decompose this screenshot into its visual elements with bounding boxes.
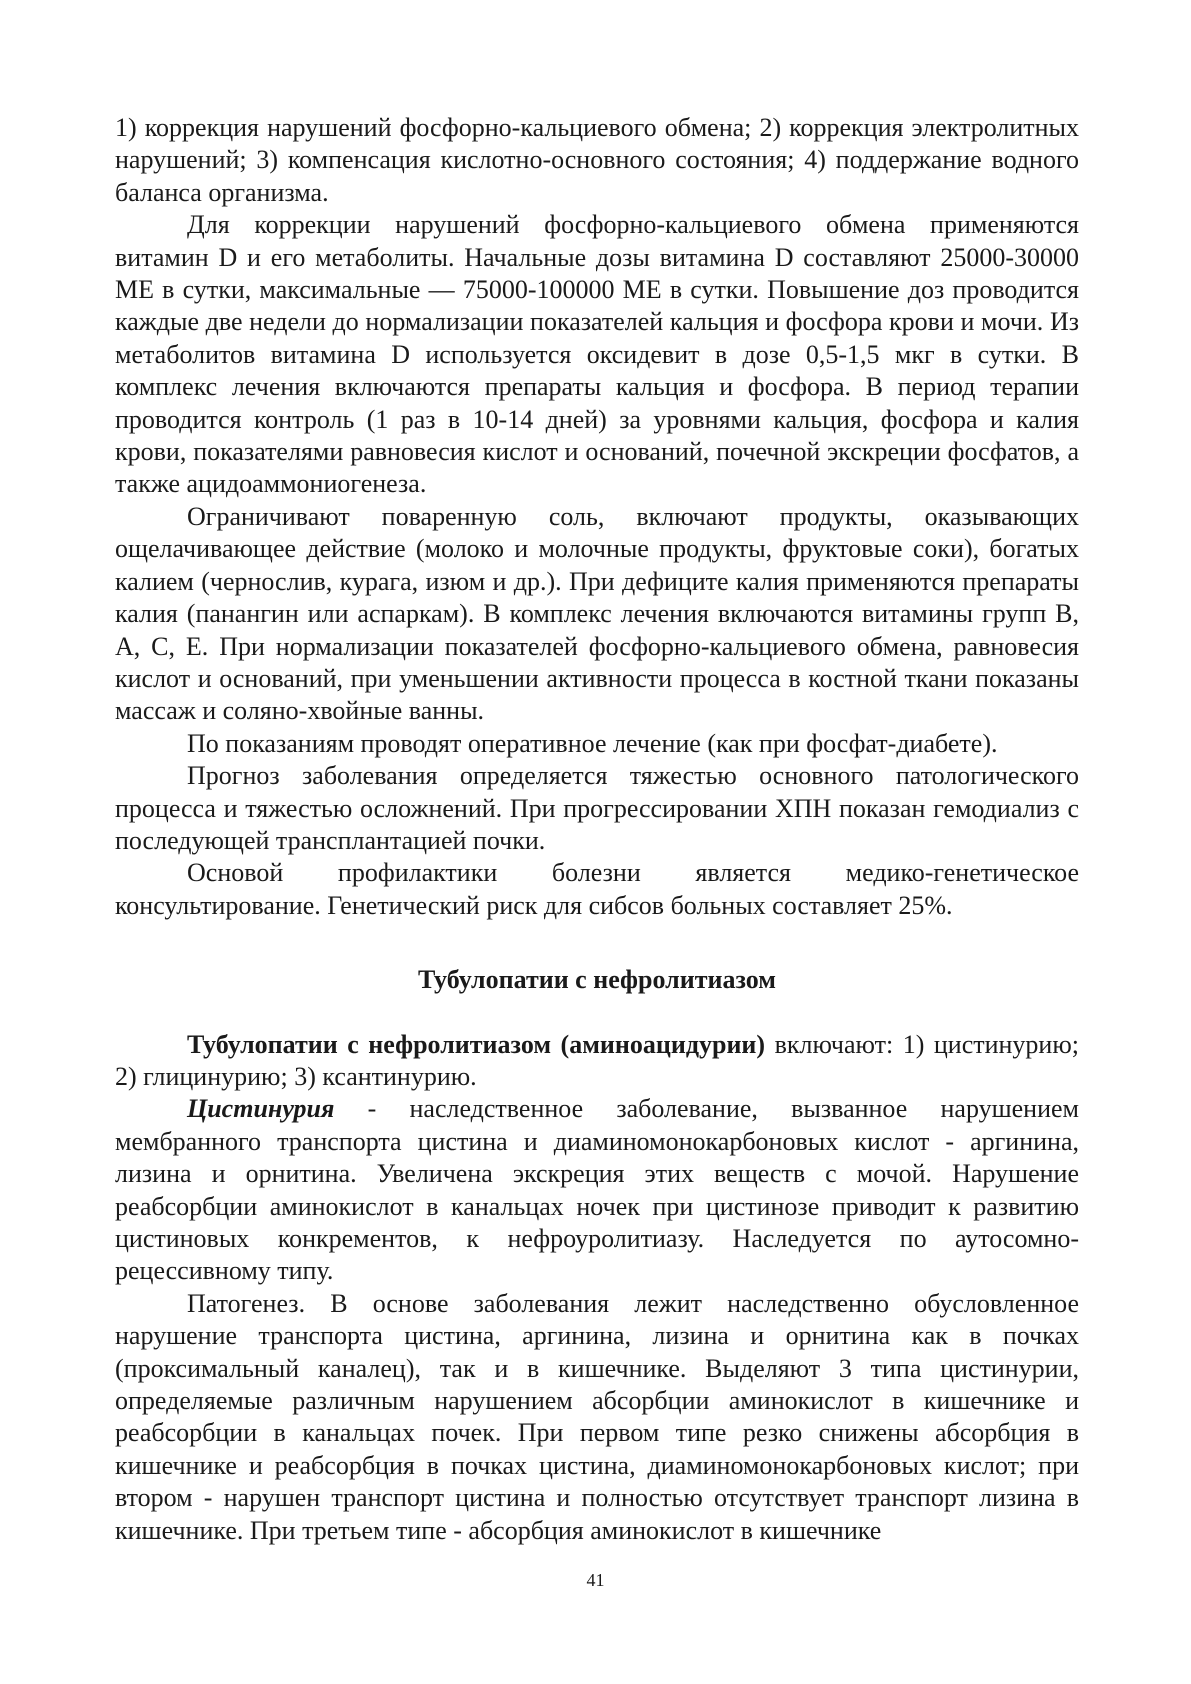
paragraph-vitamin-d: Для коррекции нарушений фосфорно-кальциевого обмена применяются витамин D и его метаболиты. Начальные дозы витамина D составляют 25000-30000 МЕ в сутки, максимальные — 75000-100000 МЕ в сутки. Повышение доз проводится каждые две недели до нормализации показателей кальция и фосфора крови и мочи. Из метаболитов витамина D используется оксидевит в дозе 0,5-1,5 мкг в сутки. В комплекс лечения включаются препараты кальция и фосфора. В период терапии проводится контроль (1 раз в 10-14 дней) за уровнями кальция, фосфора и калия крови, показателями равновесия кислот и оснований, почечной экскреции фосфатов, а также ацидоаммониогенеза.: [115, 210, 1079, 499]
section-heading: Тубулопатии с нефролитиазом: [417, 965, 776, 995]
page-body: [115, 112, 1079, 1547]
paragraph-cystinuria: [115, 1093, 1079, 1287]
intro-bold-term: Тубулопатии с нефролитиазом (аминоацидурии): [187, 1029, 766, 1059]
paragraph-surgery: По показаниям проводят оперативное лечение (как при фосфат-диабете).: [187, 728, 998, 758]
paragraph-intro: [115, 1029, 1079, 1094]
cystinuria-term: Цистинурия: [187, 1094, 335, 1124]
page-number: 41: [586, 1570, 605, 1590]
paragraph-diet: Ограничивают поваренную соль, включают продукты, оказывающих ощелачивающее действие (молоко и молочные продукты, фруктовые соки), богатых калием (чернослив, курага, изюм и др.). При дефиците калия применяются препараты калия (панангин или аспаркам). В комплекс лечения включаются витамины групп В, А, С, Е. При нормализации показателей фосфорно-кальциевого обмена, равновесия кислот и оснований, при уменьшении активности процесса в костной ткани показаны массаж и соляно-хвойные ванны.: [115, 501, 1079, 726]
paragraph-prevention: Основой профилактики болезни является медико-генетическое консультирование. Генетический риск для сибсов больных составляет 25%.: [115, 858, 1079, 920]
paragraph-treatment-goals: 1) коррекция нарушений фосфорно-кальциевого обмена; 2) коррекция электролитных нарушений; 3) компенсация кислотно-основного состояния; 4) поддержание водного баланса организма.: [115, 113, 1079, 207]
paragraph-prognosis: Прогноз заболевания определяется тяжестью основного патологического процесса и тяжестью осложнений. При прогрессировании ХПН показан гемодиализ с последующей трансплантацией почки.: [115, 761, 1079, 855]
intro-text: включают: 1) цистинурию; 2) глицинурию; 3) ксантинурию.: [115, 1029, 1079, 1091]
cystinuria-text: - наследственное заболевание, вызванное нарушением мембранного транспорта цистина и диаминомонокарбоновых кислот - аргинина, лизина и орнитина. Увеличена экскреция этих веществ с мочой. Нарушение реабсорбции аминокислот в канальцах ночек при цистинозе приводит к развитию цистиновых конкрементов, к нефроуролитиазу. Наследуется по аутосомно-рецессивному типу.: [115, 1094, 1079, 1286]
paragraph-pathogenesis: Патогенез. В основе заболевания лежит наследственно обусловленное нарушение транспорта цистина, аргинина, лизина и орнитина как в почках (проксимальный каналец), так и в кишечнике. Выделяют 3 типа цистинурии, определяемые различным нарушением абсорбции аминокислот в кишечнике и реабсорбции в канальцах почек. При первом типе резко снижены абсорбция в кишечнике и реабсорбция в почках цистина, диаминомонокарбоновых кислот; при втором - нарушен транспорт цистина и полностью отсутствует транспорт лизина в кишечнике. При третьем типе - абсорбция аминокислот в кишечнике: [115, 1288, 1079, 1545]
